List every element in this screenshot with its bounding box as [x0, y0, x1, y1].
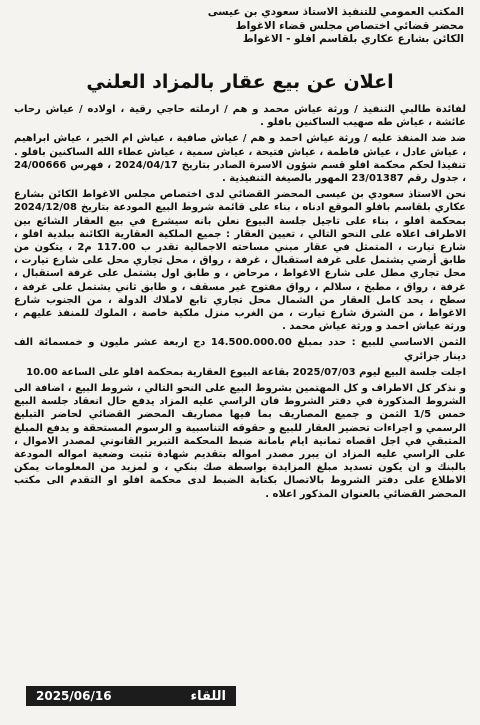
paragraph-defendants: ضد ضد المنفذ عليه / ورثة عياش احمد و هم / عياش صافية ، عياش ام الخير ، عياش ابراهيم ، عياش عادل ، عياش فاطمة ، عياش فتيحة ، عياش سمية ، عياش عطاء الله الساكنين بافلو . تنفيذا لحكم محكمة افلو قسم شؤون الاسرة الصادر بتاريخ 2024/04/17 ، فهرس 24/00666 ، جدول رقم 23/01387 المهور بالصيغة التنفيذية . — [14, 133, 466, 185]
paragraph-sale-conditions: و نذكر كل الاطراف و كل المهتمين بشروط البيع على النحو التالي ، شروط البيع ، اضافة الى الشروط المذكورة في دفتر الشروط فان الراسي عليه المزاد يدفع حال انعقاد جلسة البيع خمس 1/5 الثمن و جميع المصاريف بما فيها مصاريف المحضر القضائي لحاضر التبليغ الرسمي و اجراءات تحضير العقار للبيع و حقوقه التناسبية و الرسوم المستحقة و يدفع المبلغ المتبقي في اجل اقصاه ثمانية ايام بامانة ضبط المحكمة التبرير القانوني لمصدر الاموال ، على الراسي عليه المزاد ان يبرر مصدر امواله بتقديم شهادة تثبت وضعية امواله المودعة بالبنك و ان يكون تسديد مبلغ المزايدة بواسطة صك بنكي ، و لمزيد من المعلومات يمكن الاطلاع على دفتر الشروط بالاتصال بكتابة الضبط لدى محكمة افلو او التقدم الى مكتب المحضر القضائي بالعنوان المذكور اعلاه . — [14, 383, 466, 500]
paragraph-base-price: الثمن الاساسي للبيع : حدد بمبلغ 14.500.000.00 دج اربعة عشر مليون و خمسمائة الف دينار جزائري — [14, 337, 467, 362]
header-line-jurisdiction: محضر قضائي اختصاص مجلس قضاء الاغواط — [235, 19, 464, 32]
paragraph-property-description: نحن الاستاذ سعودي بن عيسى المحضر القضائي لدى اختصاص مجلس الاغواط الكائن بشارع عكاري بلقاسم بافلو الموقع ادناه ، بناء على قائمة شروط البيع المودعة بتاريخ 2024/12/08 بمحكمة افلو ، بناء على تاجيل جلسة البيوع نعلن بانه سيشرع في بيع العقار الشائع بين الاطراف اعلاه على النحو التالي ، تعيين العقار : جميع الملكية العقارية الكائنة ببلدية افلو ، شارع تيارت ، المتمثل في عقار مبني مساحته الاجمالية تقدر ب 117.00 م2 ، يتكون من طابق أرضي يشتمل على غرفة استقبال ، غرفة ، رواق ، محل تجاري محل على شارع تيارت ، محل تجاري مطل على شارع الاغواط ، مرحاض ، و طابق اول يشتمل على غرفة استقبال ، غرفة ، رواق ، مطبخ ، سلالم ، رواق مفتوح غير مسقف ، و طابق ثاني يشتمل على غرفة ، سطح ، يحد كامل العقار من الشمال محل تجاري تابع لاملاك الدولة ، من الجنوب شارع الاغواط ، من الشرق شارع تيارت ، من الغرب منزل ملكية خاصة ، الملوك للمنفذ عليهم ، ورثة عياش احمد و ورثة عياش محمد . — [14, 189, 467, 333]
publication-date: 2025/06/16 — [36, 689, 112, 703]
header-line-office: المكتب العمومي للتنفيذ الاستاذ سعودي بن عيسى — [207, 6, 464, 18]
header-line-address: الكائن بشارع عكاري بلقاسم افلو - الاغواط — [242, 33, 464, 45]
paragraph-beneficiaries: لفائدة طالبي التنفيذ / ورثة عياش محمد و هم / ارملته حاجي رقية ، اولاده / عياش رحاب عائشة ، عياش طه صهيب الساكنين بافلو . — [14, 104, 466, 129]
publication-name: اللقاء — [190, 688, 226, 704]
legal-notice-page — [6, 4, 474, 720]
publication-footer — [26, 686, 236, 706]
bailiff-office-header — [24, 6, 464, 47]
notice-title: اعلان عن بيع عقار بالمزاد العلني — [86, 71, 394, 93]
paragraph-sale-date: اجلت جلسة البيع ليوم 2025/07/03 بقاعة البيوع العقارية بمحكمة افلو على الساعة 10.00 — [26, 366, 466, 378]
notice-body — [14, 103, 466, 504]
